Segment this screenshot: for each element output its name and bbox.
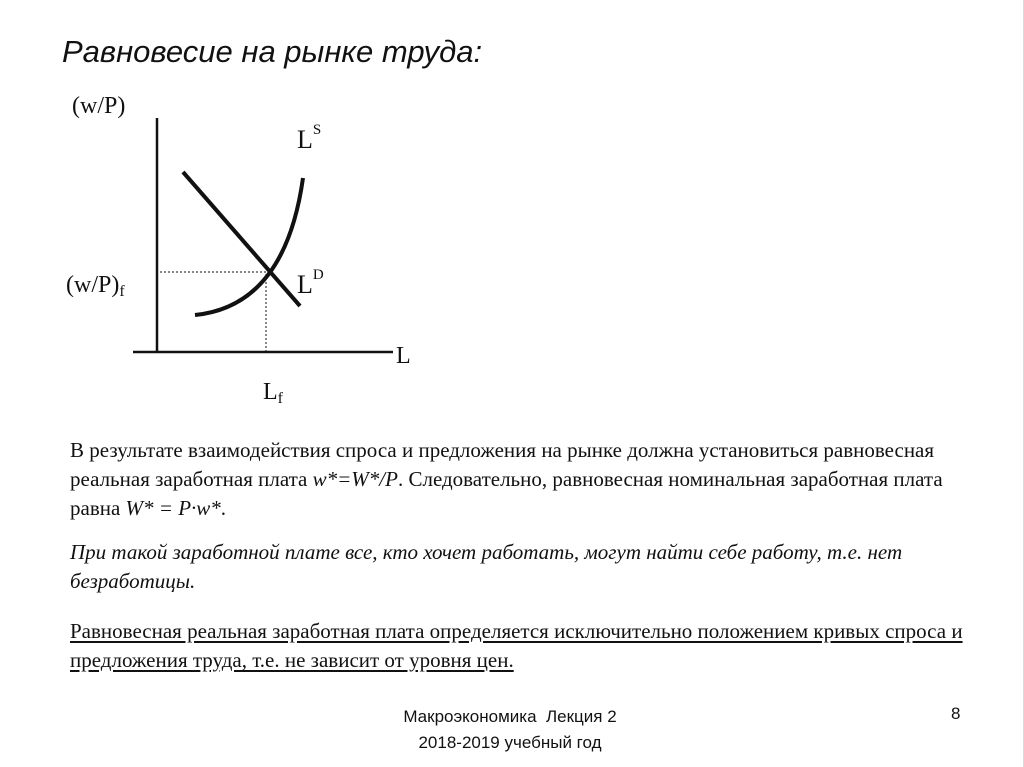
- footer-year: 2018-2019 учебный год: [418, 733, 602, 752]
- demand-curve-label: $L^D$: [297, 267, 324, 299]
- formula-real-wage: w*=W*/P: [312, 467, 398, 491]
- paragraph-conclusion: Равновесная реальная заработная плата определяется исключительно положением кривых спроса и предложения труда, т.е. не зависит от уровня цен.: [70, 619, 963, 672]
- equilibrium-labor-label: Lf: [263, 379, 283, 407]
- x-axis-label: L: [396, 343, 411, 369]
- supply-curve-label: $L^S$: [297, 122, 322, 154]
- y-axis-label: (w/P): [72, 93, 126, 119]
- formula-nominal-wage: W* = P·w*: [125, 496, 221, 520]
- footer-course: Макроэкономика: [403, 707, 537, 726]
- slide-title: Равновесие на рынке труда:: [62, 34, 483, 69]
- footer: [360, 704, 660, 756]
- footer-lecture: Лекция 2: [545, 707, 617, 726]
- equilibrium-wage-label: (w/P)f: [66, 272, 125, 300]
- paragraph-no-unemployment: При такой заработной плате все, кто хочет работать, могут найти себе работу, т.е. нет безработицы.: [70, 540, 903, 593]
- paragraph-equilibrium-wage: В результате взаимодействия спроса и предложения на рынке должна установиться равновесная реальная заработная плата w*=W*/P. Следовательно, равновесная номинальная заработная плата равна W* = P·w*.: [70, 438, 943, 520]
- footer-course-line: [360, 704, 660, 730]
- demand-curve: [183, 172, 300, 306]
- page-number: 8: [951, 704, 961, 723]
